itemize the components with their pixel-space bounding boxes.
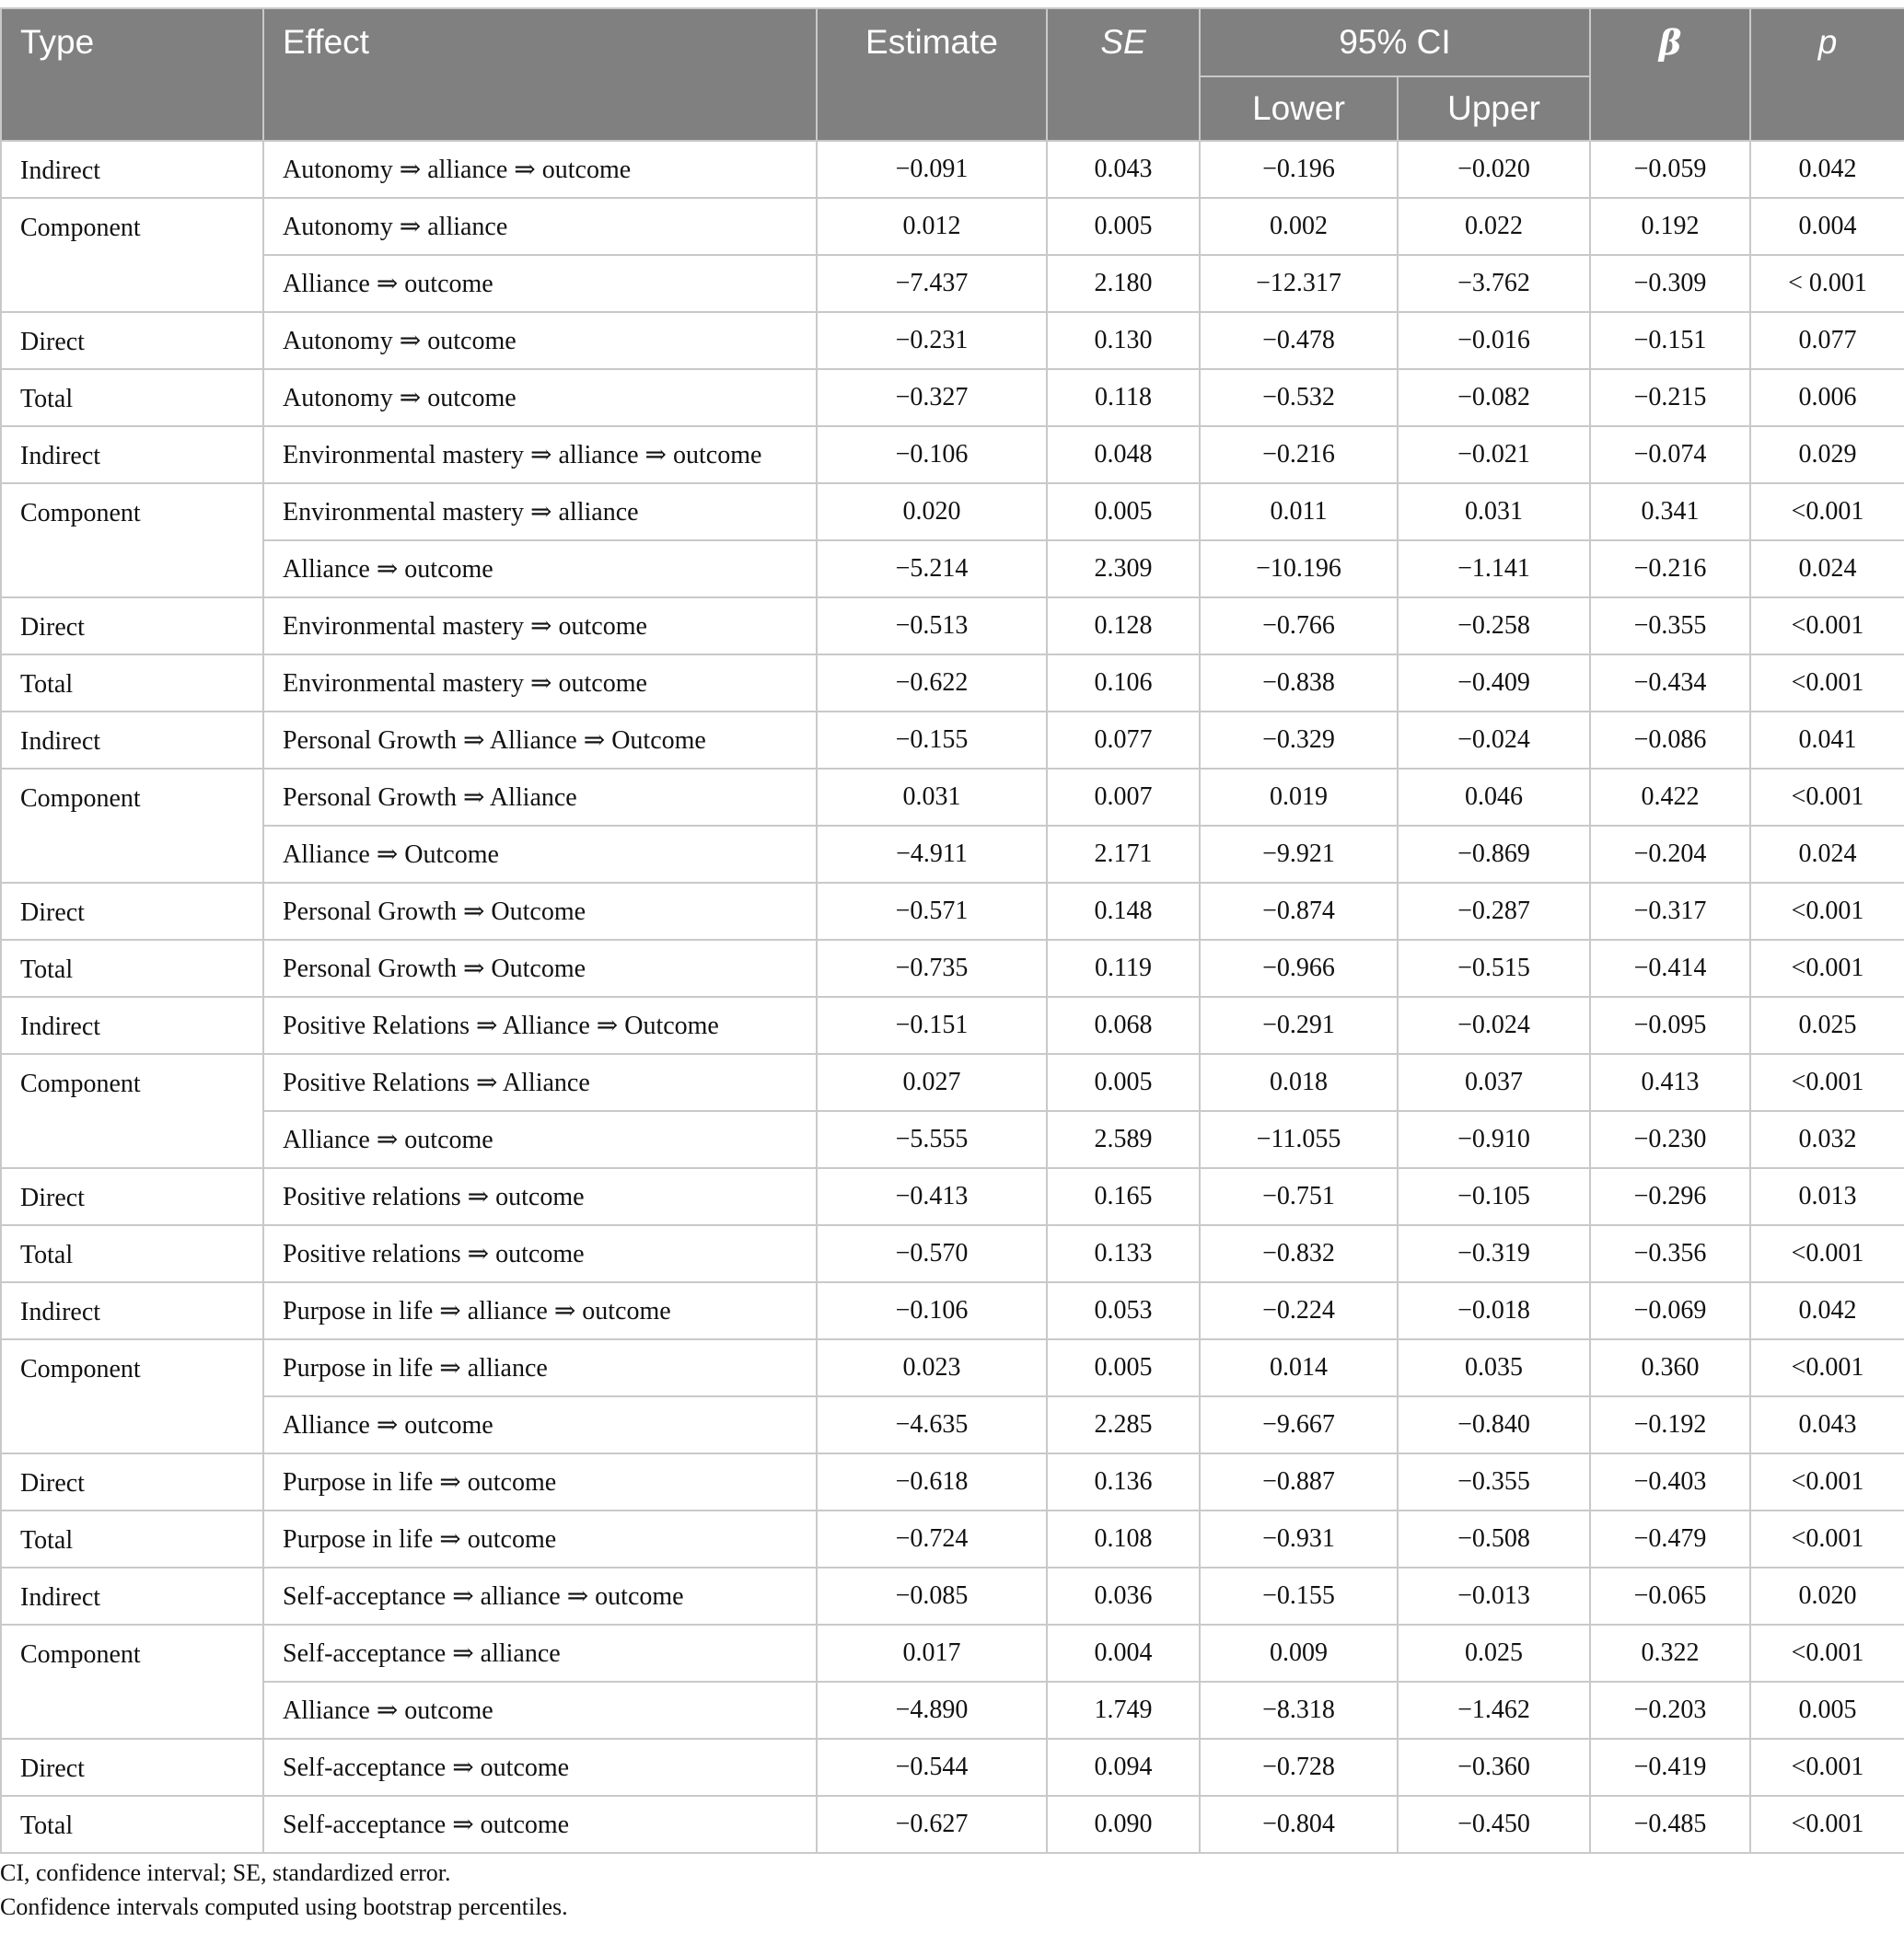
table-row [1, 198, 1904, 255]
cell-p: 0.042 [1750, 141, 1904, 198]
cell-p: 0.025 [1750, 997, 1904, 1054]
cell-upper: −0.258 [1398, 597, 1590, 654]
table-row [1, 255, 1904, 312]
table-row [1, 369, 1904, 426]
table-body [1, 141, 1904, 1853]
cell-effect: Environmental mastery ⇒ outcome [263, 597, 817, 654]
cell-se: 0.094 [1047, 1739, 1200, 1796]
cell-beta: 0.322 [1590, 1625, 1750, 1682]
cell-effect: Personal Growth ⇒ Alliance [263, 769, 817, 826]
table-row [1, 940, 1904, 997]
cell-p: 0.043 [1750, 1396, 1904, 1453]
table-row [1, 312, 1904, 369]
cell-beta: 0.360 [1590, 1339, 1750, 1396]
cell-upper: −0.082 [1398, 369, 1590, 426]
cell-effect: Alliance ⇒ outcome [263, 1111, 817, 1168]
cell-se: 0.005 [1047, 483, 1200, 540]
cell-upper: −0.024 [1398, 712, 1590, 769]
cell-p: <0.001 [1750, 1511, 1904, 1568]
cell-estimate: −0.622 [817, 654, 1047, 712]
header-se: SE [1047, 8, 1200, 141]
cell-estimate: −5.214 [817, 540, 1047, 597]
table-row [1, 1796, 1904, 1853]
cell-se: 0.036 [1047, 1568, 1200, 1625]
cell-estimate: −4.911 [817, 826, 1047, 883]
table-row [1, 1111, 1904, 1168]
table-row [1, 1739, 1904, 1796]
cell-p: <0.001 [1750, 654, 1904, 712]
cell-beta: −0.074 [1590, 426, 1750, 483]
cell-p: <0.001 [1750, 483, 1904, 540]
cell-se: 2.285 [1047, 1396, 1200, 1453]
cell-estimate: −0.106 [817, 1282, 1047, 1339]
cell-estimate: −0.618 [817, 1453, 1047, 1511]
table-row [1, 1396, 1904, 1453]
cell-p: <0.001 [1750, 769, 1904, 826]
cell-effect: Self-acceptance ⇒ alliance [263, 1625, 817, 1682]
cell-se: 0.005 [1047, 1339, 1200, 1396]
cell-type: Component [1, 1054, 263, 1168]
cell-upper: −0.450 [1398, 1796, 1590, 1853]
table-row [1, 141, 1904, 198]
cell-lower: −0.874 [1200, 883, 1398, 940]
cell-estimate: −0.091 [817, 141, 1047, 198]
cell-se: 0.043 [1047, 141, 1200, 198]
cell-lower: −8.318 [1200, 1682, 1398, 1739]
cell-effect: Personal Growth ⇒ Outcome [263, 940, 817, 997]
cell-p: <0.001 [1750, 1625, 1904, 1682]
mediation-results-table [0, 7, 1904, 1854]
cell-se: 0.130 [1047, 312, 1200, 369]
cell-beta: 0.192 [1590, 198, 1750, 255]
cell-upper: −0.508 [1398, 1511, 1590, 1568]
cell-estimate: −0.724 [817, 1511, 1047, 1568]
cell-type: Indirect [1, 712, 263, 769]
cell-se: 0.004 [1047, 1625, 1200, 1682]
cell-effect: Environmental mastery ⇒ alliance [263, 483, 817, 540]
cell-upper: 0.046 [1398, 769, 1590, 826]
cell-se: 0.165 [1047, 1168, 1200, 1225]
cell-type: Direct [1, 1453, 263, 1511]
cell-estimate: −4.890 [817, 1682, 1047, 1739]
cell-lower: 0.002 [1200, 198, 1398, 255]
cell-se: 0.053 [1047, 1282, 1200, 1339]
cell-p: <0.001 [1750, 1339, 1904, 1396]
cell-se: 0.007 [1047, 769, 1200, 826]
cell-beta: −0.216 [1590, 540, 1750, 597]
cell-p: 0.032 [1750, 1111, 1904, 1168]
header-estimate: Estimate [817, 8, 1047, 141]
cell-p: <0.001 [1750, 1739, 1904, 1796]
cell-upper: −1.462 [1398, 1682, 1590, 1739]
cell-upper: −0.515 [1398, 940, 1590, 997]
cell-se: 0.119 [1047, 940, 1200, 997]
cell-lower: −0.887 [1200, 1453, 1398, 1511]
table-row [1, 1625, 1904, 1682]
table-row [1, 426, 1904, 483]
cell-beta: −0.434 [1590, 654, 1750, 712]
cell-lower: −0.155 [1200, 1568, 1398, 1625]
footnote-abbreviations: CI, confidence interval; SE, standardized error. [0, 1859, 451, 1886]
cell-beta: −0.192 [1590, 1396, 1750, 1453]
header-lower: Lower [1200, 76, 1398, 141]
cell-p: 0.024 [1750, 826, 1904, 883]
cell-estimate: 0.027 [817, 1054, 1047, 1111]
cell-effect: Environmental mastery ⇒ alliance ⇒ outcome [263, 426, 817, 483]
cell-p: 0.042 [1750, 1282, 1904, 1339]
cell-estimate: −0.151 [817, 997, 1047, 1054]
cell-estimate: −0.106 [817, 426, 1047, 483]
cell-p: 0.024 [1750, 540, 1904, 597]
table-row [1, 1054, 1904, 1111]
cell-type: Component [1, 1625, 263, 1739]
cell-beta: −0.151 [1590, 312, 1750, 369]
cell-lower: −9.921 [1200, 826, 1398, 883]
cell-beta: −0.095 [1590, 997, 1750, 1054]
cell-lower: −0.478 [1200, 312, 1398, 369]
cell-effect: Personal Growth ⇒ Alliance ⇒ Outcome [263, 712, 817, 769]
cell-effect: Self-acceptance ⇒ outcome [263, 1739, 817, 1796]
cell-beta: −0.059 [1590, 141, 1750, 198]
cell-estimate: −0.570 [817, 1225, 1047, 1282]
cell-lower: −0.728 [1200, 1739, 1398, 1796]
cell-estimate: 0.020 [817, 483, 1047, 540]
cell-effect: Autonomy ⇒ outcome [263, 312, 817, 369]
cell-lower: −0.832 [1200, 1225, 1398, 1282]
cell-type: Direct [1, 883, 263, 940]
cell-p: <0.001 [1750, 883, 1904, 940]
cell-se: 0.108 [1047, 1511, 1200, 1568]
table-row [1, 1682, 1904, 1739]
cell-effect: Autonomy ⇒ outcome [263, 369, 817, 426]
cell-lower: 0.011 [1200, 483, 1398, 540]
cell-p: 0.077 [1750, 312, 1904, 369]
cell-type: Total [1, 1511, 263, 1568]
cell-effect: Self-acceptance ⇒ alliance ⇒ outcome [263, 1568, 817, 1625]
cell-se: 0.136 [1047, 1453, 1200, 1511]
cell-estimate: −0.155 [817, 712, 1047, 769]
cell-estimate: −4.635 [817, 1396, 1047, 1453]
cell-type: Indirect [1, 426, 263, 483]
cell-effect: Alliance ⇒ outcome [263, 1396, 817, 1453]
cell-type: Component [1, 1339, 263, 1453]
cell-effect: Alliance ⇒ Outcome [263, 826, 817, 883]
cell-se: 0.133 [1047, 1225, 1200, 1282]
table-row [1, 1339, 1904, 1396]
table-row [1, 1453, 1904, 1511]
cell-upper: −0.869 [1398, 826, 1590, 883]
table-header [1, 8, 1904, 141]
cell-type: Total [1, 1225, 263, 1282]
cell-estimate: −0.327 [817, 369, 1047, 426]
cell-p: <0.001 [1750, 1054, 1904, 1111]
cell-beta: −0.204 [1590, 826, 1750, 883]
cell-se: 2.589 [1047, 1111, 1200, 1168]
cell-type: Direct [1, 1168, 263, 1225]
cell-lower: −0.751 [1200, 1168, 1398, 1225]
cell-effect: Alliance ⇒ outcome [263, 1682, 817, 1739]
cell-upper: −0.287 [1398, 883, 1590, 940]
cell-p: 0.041 [1750, 712, 1904, 769]
cell-upper: 0.035 [1398, 1339, 1590, 1396]
cell-lower: −0.532 [1200, 369, 1398, 426]
cell-p: 0.006 [1750, 369, 1904, 426]
cell-se: 0.090 [1047, 1796, 1200, 1853]
cell-type: Indirect [1, 1568, 263, 1625]
cell-p: 0.013 [1750, 1168, 1904, 1225]
cell-lower: −9.667 [1200, 1396, 1398, 1453]
cell-effect: Alliance ⇒ outcome [263, 255, 817, 312]
cell-lower: 0.009 [1200, 1625, 1398, 1682]
cell-lower: −10.196 [1200, 540, 1398, 597]
cell-type: Total [1, 369, 263, 426]
table-row [1, 483, 1904, 540]
cell-effect: Self-acceptance ⇒ outcome [263, 1796, 817, 1853]
cell-type: Direct [1, 1739, 263, 1796]
table-row [1, 1168, 1904, 1225]
cell-se: 0.118 [1047, 369, 1200, 426]
cell-type: Total [1, 654, 263, 712]
cell-estimate: −0.085 [817, 1568, 1047, 1625]
cell-p: 0.005 [1750, 1682, 1904, 1739]
cell-type: Direct [1, 597, 263, 654]
cell-beta: −0.069 [1590, 1282, 1750, 1339]
table-row [1, 769, 1904, 826]
cell-se: 0.068 [1047, 997, 1200, 1054]
cell-beta: −0.356 [1590, 1225, 1750, 1282]
cell-beta: 0.422 [1590, 769, 1750, 826]
cell-upper: −0.355 [1398, 1453, 1590, 1511]
cell-se: 2.309 [1047, 540, 1200, 597]
cell-beta: −0.086 [1590, 712, 1750, 769]
cell-type: Direct [1, 312, 263, 369]
table-footnotes [0, 1856, 568, 1924]
cell-lower: −0.329 [1200, 712, 1398, 769]
cell-lower: −0.838 [1200, 654, 1398, 712]
cell-beta: −0.230 [1590, 1111, 1750, 1168]
cell-p: 0.020 [1750, 1568, 1904, 1625]
cell-se: 0.128 [1047, 597, 1200, 654]
cell-upper: −0.105 [1398, 1168, 1590, 1225]
cell-lower: 0.014 [1200, 1339, 1398, 1396]
cell-upper: −0.319 [1398, 1225, 1590, 1282]
cell-effect: Autonomy ⇒ alliance ⇒ outcome [263, 141, 817, 198]
cell-estimate: −5.555 [817, 1111, 1047, 1168]
cell-estimate: −0.544 [817, 1739, 1047, 1796]
cell-type: Indirect [1, 141, 263, 198]
cell-estimate: −0.627 [817, 1796, 1047, 1853]
cell-upper: −0.013 [1398, 1568, 1590, 1625]
cell-beta: −0.317 [1590, 883, 1750, 940]
cell-lower: −0.804 [1200, 1796, 1398, 1853]
cell-estimate: −7.437 [817, 255, 1047, 312]
cell-lower: −0.966 [1200, 940, 1398, 997]
table-row [1, 712, 1904, 769]
cell-lower: 0.018 [1200, 1054, 1398, 1111]
cell-effect: Autonomy ⇒ alliance [263, 198, 817, 255]
table-row [1, 826, 1904, 883]
cell-lower: −0.766 [1200, 597, 1398, 654]
cell-lower: −0.196 [1200, 141, 1398, 198]
footnote-bootstrap: Confidence intervals computed using bootstrap percentiles. [0, 1893, 568, 1920]
header-upper: Upper [1398, 76, 1590, 141]
cell-estimate: 0.023 [817, 1339, 1047, 1396]
cell-estimate: 0.012 [817, 198, 1047, 255]
cell-lower: −0.216 [1200, 426, 1398, 483]
cell-se: 0.005 [1047, 1054, 1200, 1111]
cell-effect: Positive Relations ⇒ Alliance [263, 1054, 817, 1111]
cell-se: 2.171 [1047, 826, 1200, 883]
cell-effect: Personal Growth ⇒ Outcome [263, 883, 817, 940]
table-row [1, 597, 1904, 654]
cell-lower: 0.019 [1200, 769, 1398, 826]
header-type: Type [1, 8, 263, 141]
table-row [1, 1511, 1904, 1568]
cell-effect: Positive relations ⇒ outcome [263, 1168, 817, 1225]
cell-effect: Purpose in life ⇒ alliance [263, 1339, 817, 1396]
cell-effect: Purpose in life ⇒ outcome [263, 1511, 817, 1568]
cell-p: <0.001 [1750, 1453, 1904, 1511]
cell-upper: −0.020 [1398, 141, 1590, 198]
header-p: p [1750, 8, 1904, 141]
cell-beta: −0.414 [1590, 940, 1750, 997]
cell-upper: −0.840 [1398, 1396, 1590, 1453]
cell-se: 1.749 [1047, 1682, 1200, 1739]
cell-beta: −0.203 [1590, 1682, 1750, 1739]
cell-upper: 0.031 [1398, 483, 1590, 540]
header-effect: Effect [263, 8, 817, 141]
cell-upper: −0.024 [1398, 997, 1590, 1054]
cell-beta: 0.413 [1590, 1054, 1750, 1111]
cell-effect: Environmental mastery ⇒ outcome [263, 654, 817, 712]
cell-effect: Alliance ⇒ outcome [263, 540, 817, 597]
cell-beta: −0.309 [1590, 255, 1750, 312]
cell-effect: Positive Relations ⇒ Alliance ⇒ Outcome [263, 997, 817, 1054]
cell-beta: 0.341 [1590, 483, 1750, 540]
cell-upper: −0.360 [1398, 1739, 1590, 1796]
cell-p: <0.001 [1750, 940, 1904, 997]
cell-type: Indirect [1, 997, 263, 1054]
cell-beta: −0.065 [1590, 1568, 1750, 1625]
cell-se: 0.106 [1047, 654, 1200, 712]
cell-estimate: −0.413 [817, 1168, 1047, 1225]
table-row [1, 1568, 1904, 1625]
cell-beta: −0.479 [1590, 1511, 1750, 1568]
cell-upper: −0.021 [1398, 426, 1590, 483]
cell-type: Component [1, 198, 263, 312]
cell-p: 0.029 [1750, 426, 1904, 483]
cell-beta: −0.355 [1590, 597, 1750, 654]
cell-lower: −11.055 [1200, 1111, 1398, 1168]
cell-estimate: −0.513 [817, 597, 1047, 654]
cell-estimate: −0.735 [817, 940, 1047, 997]
cell-upper: −3.762 [1398, 255, 1590, 312]
cell-beta: −0.403 [1590, 1453, 1750, 1511]
table-row [1, 654, 1904, 712]
cell-effect: Positive relations ⇒ outcome [263, 1225, 817, 1282]
cell-beta: −0.485 [1590, 1796, 1750, 1853]
table-row [1, 1225, 1904, 1282]
cell-effect: Purpose in life ⇒ outcome [263, 1453, 817, 1511]
cell-se: 0.148 [1047, 883, 1200, 940]
cell-lower: −0.291 [1200, 997, 1398, 1054]
cell-type: Total [1, 1796, 263, 1853]
cell-beta: −0.215 [1590, 369, 1750, 426]
cell-beta: −0.296 [1590, 1168, 1750, 1225]
cell-se: 0.048 [1047, 426, 1200, 483]
cell-lower: −0.224 [1200, 1282, 1398, 1339]
cell-se: 2.180 [1047, 255, 1200, 312]
header-ci: 95% CI [1200, 8, 1590, 76]
cell-p: <0.001 [1750, 1796, 1904, 1853]
cell-type: Indirect [1, 1282, 263, 1339]
cell-estimate: −0.571 [817, 883, 1047, 940]
cell-type: Component [1, 769, 263, 883]
cell-lower: −0.931 [1200, 1511, 1398, 1568]
cell-effect: Purpose in life ⇒ alliance ⇒ outcome [263, 1282, 817, 1339]
cell-estimate: 0.031 [817, 769, 1047, 826]
cell-type: Component [1, 483, 263, 597]
cell-lower: −12.317 [1200, 255, 1398, 312]
cell-upper: 0.022 [1398, 198, 1590, 255]
cell-upper: −0.018 [1398, 1282, 1590, 1339]
cell-se: 0.077 [1047, 712, 1200, 769]
cell-p: <0.001 [1750, 1225, 1904, 1282]
cell-upper: −0.016 [1398, 312, 1590, 369]
cell-beta: −0.419 [1590, 1739, 1750, 1796]
cell-type: Total [1, 940, 263, 997]
cell-upper: 0.037 [1398, 1054, 1590, 1111]
cell-upper: 0.025 [1398, 1625, 1590, 1682]
table-row [1, 1282, 1904, 1339]
cell-estimate: 0.017 [817, 1625, 1047, 1682]
table-row [1, 540, 1904, 597]
cell-estimate: −0.231 [817, 312, 1047, 369]
cell-upper: −1.141 [1398, 540, 1590, 597]
table-row [1, 997, 1904, 1054]
cell-p: <0.001 [1750, 597, 1904, 654]
table-row [1, 883, 1904, 940]
header-beta: β [1590, 8, 1750, 141]
cell-p: 0.004 [1750, 198, 1904, 255]
cell-se: 0.005 [1047, 198, 1200, 255]
cell-p: < 0.001 [1750, 255, 1904, 312]
cell-upper: −0.910 [1398, 1111, 1590, 1168]
results-table-container [0, 7, 1904, 1854]
cell-upper: −0.409 [1398, 654, 1590, 712]
